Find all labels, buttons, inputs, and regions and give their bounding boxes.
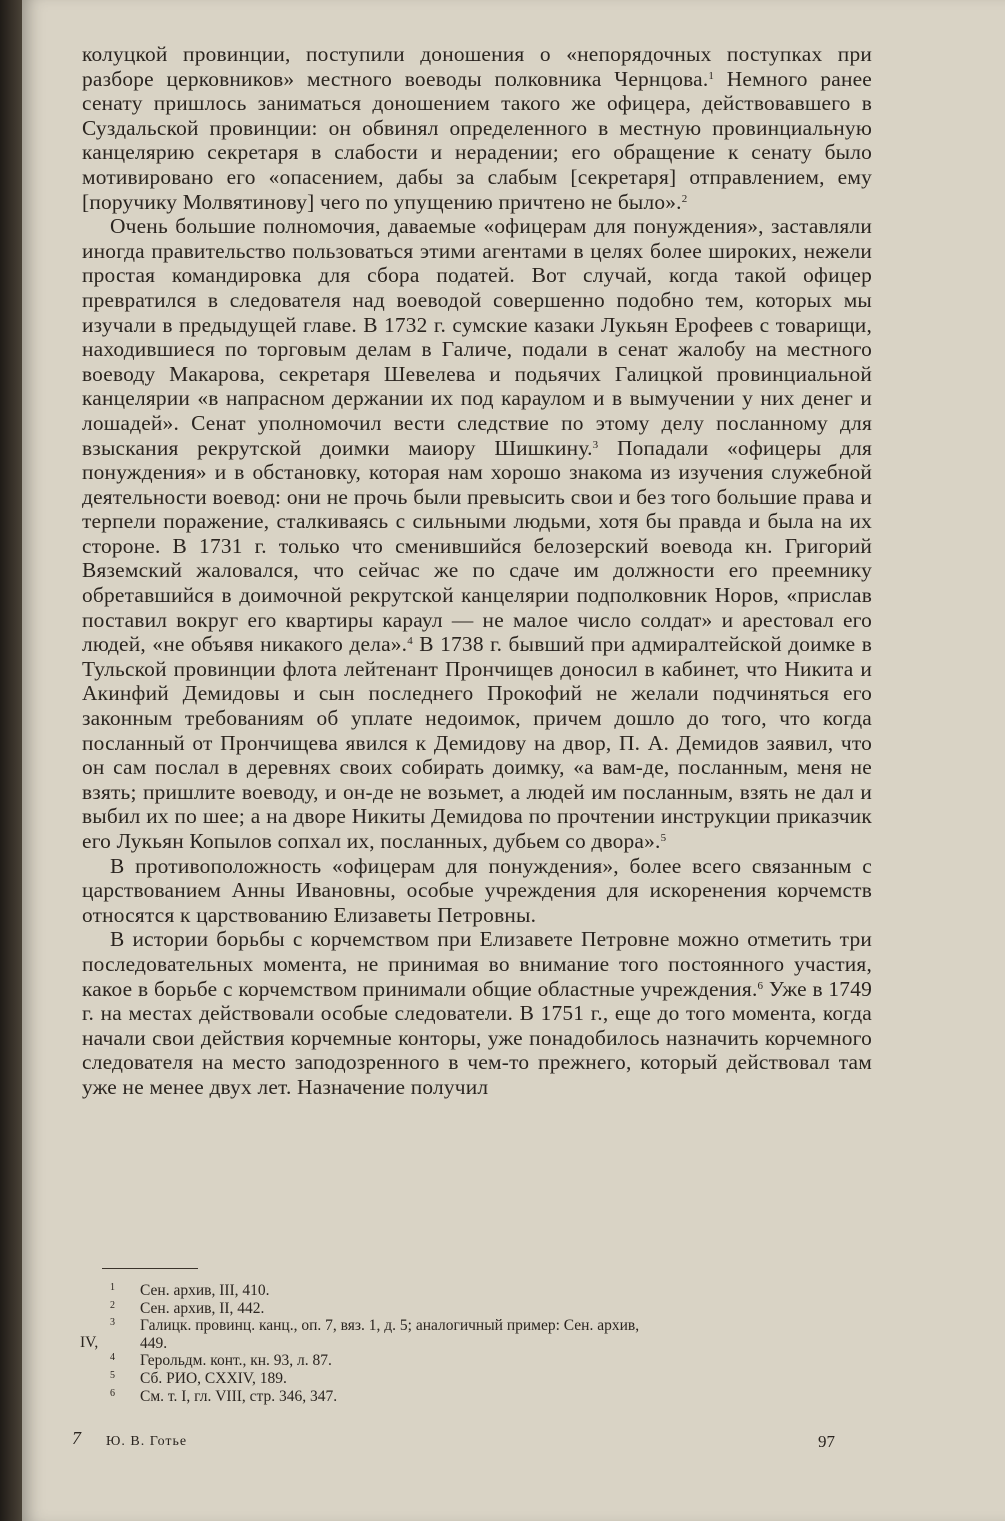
footnote-ref-1: 1 xyxy=(708,69,715,82)
paragraph-2 xyxy=(82,214,872,853)
footnote-text-cont: 449. xyxy=(140,1334,168,1352)
footnote-5 xyxy=(58,1370,878,1388)
footnote-text: Сен. архив, II, 442. xyxy=(140,1299,265,1317)
footnote-2 xyxy=(58,1300,878,1318)
footnote-ref-6: 6 xyxy=(757,979,764,992)
footnote-text: Сб. РИО, CXXIV, 189. xyxy=(140,1369,287,1387)
footnote-1 xyxy=(58,1282,878,1300)
paragraph-1 xyxy=(82,42,872,214)
footnote-text: Сен. архив, III, 410. xyxy=(140,1282,270,1299)
footnote-divider xyxy=(102,1268,198,1269)
paragraph-2-text: Очень большие полномочия, даваемые «офицерам для понуждения», заставляли иногда правительство пользоваться этими агентами в целях более широких, нежели простая командировка для сбора податей. Вот случай, когда такой офицер превратился в следователя над воеводой совершенно подобно тем, которых мы изучали в предыдущей главе. В 1732 г. сумские казаки Лукьян Ерофеев с товарищи, находившиеся по торговым делам в Галиче, подали в сенат жалобу на местного воеводу Макарова, секретаря Шевелева и подьячих Галицкой провинциальной канцелярии «в напрасном держании их под караулом и в вымучении у них денег и лошадей». Сенат уполномочил вести следствие по этому делу посланному для взыскания рекрутской доимки маиору Шишкину. xyxy=(82,214,872,460)
paragraph-1-text: колуцкой провинции, поступили доношения о «непорядочных поступках при разборе церковников» местного воеводы полковника Чернцова. xyxy=(82,42,872,91)
paragraph-3-text: В противоположность «офицерам для понуждения», более всего связанным с царствованием Анны Ивановны, особые учреждения для искоренения корчемств относятся к царствованию Елизаветы Петровны. xyxy=(82,853,872,927)
footnote-4 xyxy=(58,1352,878,1370)
paragraph-4-text-cont: Уже в 1749 г. на местах действовали особые следователи. В 1751 г., еще до того момента, когда начали свои действия корчемные конторы, уже понадобилось назначить корчемного следователя на место заподозренного в чем-то прежнего, который действовал там уже не менее двух лет. Назначение получил xyxy=(82,976,872,1099)
footnote-number: 4 xyxy=(110,1352,115,1364)
page-number: 97 xyxy=(818,1432,835,1451)
footnote-number: 5 xyxy=(110,1369,115,1381)
footnote-3 xyxy=(58,1317,878,1352)
footnote-ref-5: 5 xyxy=(660,832,667,844)
footnote-number: 2 xyxy=(110,1299,115,1311)
footnote-ref-3: 3 xyxy=(592,438,599,451)
footnote-ref-4: 4 xyxy=(407,635,413,648)
book-page xyxy=(22,0,1005,1521)
page-footer xyxy=(58,1428,858,1456)
footnote-text: Галицк. провинц. канц., оп. 7, вяз. 1, д. 5; аналогичный пример: Сен. архив, xyxy=(140,1317,640,1335)
footnote-text-wrap: IV, xyxy=(80,1334,99,1352)
footnote-number: 1 xyxy=(110,1282,115,1293)
footnote-6 xyxy=(58,1388,878,1406)
sheet-signature: 7 xyxy=(72,1428,81,1448)
paragraph-3 xyxy=(82,854,872,928)
footnotes xyxy=(58,1282,878,1405)
footnote-text: Герольдм. конт., кн. 93, л. 87. xyxy=(140,1352,332,1370)
paragraph-2-text-cont-2: В 1738 г. бывший при адмиралтейской доимке в Тульской провинции флота лейтенант Прончищев доносил в кабинет, что Никита и Акинфий Демидовы и сын последнего Прокофий не желали подчиняться его законным требованиям об уплате недоимок, причем дошло до того, что когда посланный от Прончищева явился к Демидову на двор, П. А. Демидов заявил, что он сам послал в деревнях своих собирать доимку, «а вам-де, посланным, меня не взять; пришлите воеводу, и он-де не возьмет, а людей им посланным, взять не дал и выбил их по шее; а на дворе Никиты Демидова по прочтении инструкции приказчик его Лукьян Копылов сопхал их, посланных, дубьем со двора». xyxy=(82,632,872,853)
paragraph-4 xyxy=(82,927,872,1099)
footnote-number: 3 xyxy=(110,1317,115,1329)
footnote-ref-2: 2 xyxy=(681,192,688,205)
book-spine-shadow xyxy=(0,0,22,1521)
paragraph-1-text-cont: Немного ранее сенату пришлось заниматься доношением такого же офицера, действовавшего в Суздальской провинции: он обвинял определенного в местную провинциальную канцелярию секретаря в слабости и нерадении; его обращение к сенату было мотивировано его «опасением, дабы за слабым [секретаря] отправлением, ему [поручику Молвятинову] чего по упущению причтено не было». xyxy=(82,66,872,214)
paragraph-2-text-cont: Попадали «офицеры для понуждения» и в обстановку, которая нам хорошо знакома из изучения служебной деятельности воевод: они не прочь были превысить свои и без того большие права и терпели поражение, сталкиваясь с сильными людьми, хотя бы правда и была на их стороне. В 1731 г. только что сменившийся белозерский воевода кн. Григорий Вяземский жаловался, что сейчас же по сдаче им должности его преемнику обретавшийся в доимочной рекрутской канцелярии подполковник Норов, «прислав поставил вокруг его квартиры караул — не малое число солдат» и арестовал его людей, «не объявя никакого дела». xyxy=(82,435,872,657)
paragraph-4-text: В истории борьбы с корчемством при Елизавете Петровне можно отметить три последовательных момента, не принимая во внимание того постоянного участия, какое в борьбе с корчемством принимали общие областные учреждения. xyxy=(82,927,872,1001)
body-text xyxy=(82,42,872,1100)
footnote-text: См. т. I, гл. VIII, стр. 346, 347. xyxy=(140,1387,338,1405)
footnote-number: 6 xyxy=(110,1387,115,1399)
author-signature: Ю. В. Готье xyxy=(106,1434,188,1449)
